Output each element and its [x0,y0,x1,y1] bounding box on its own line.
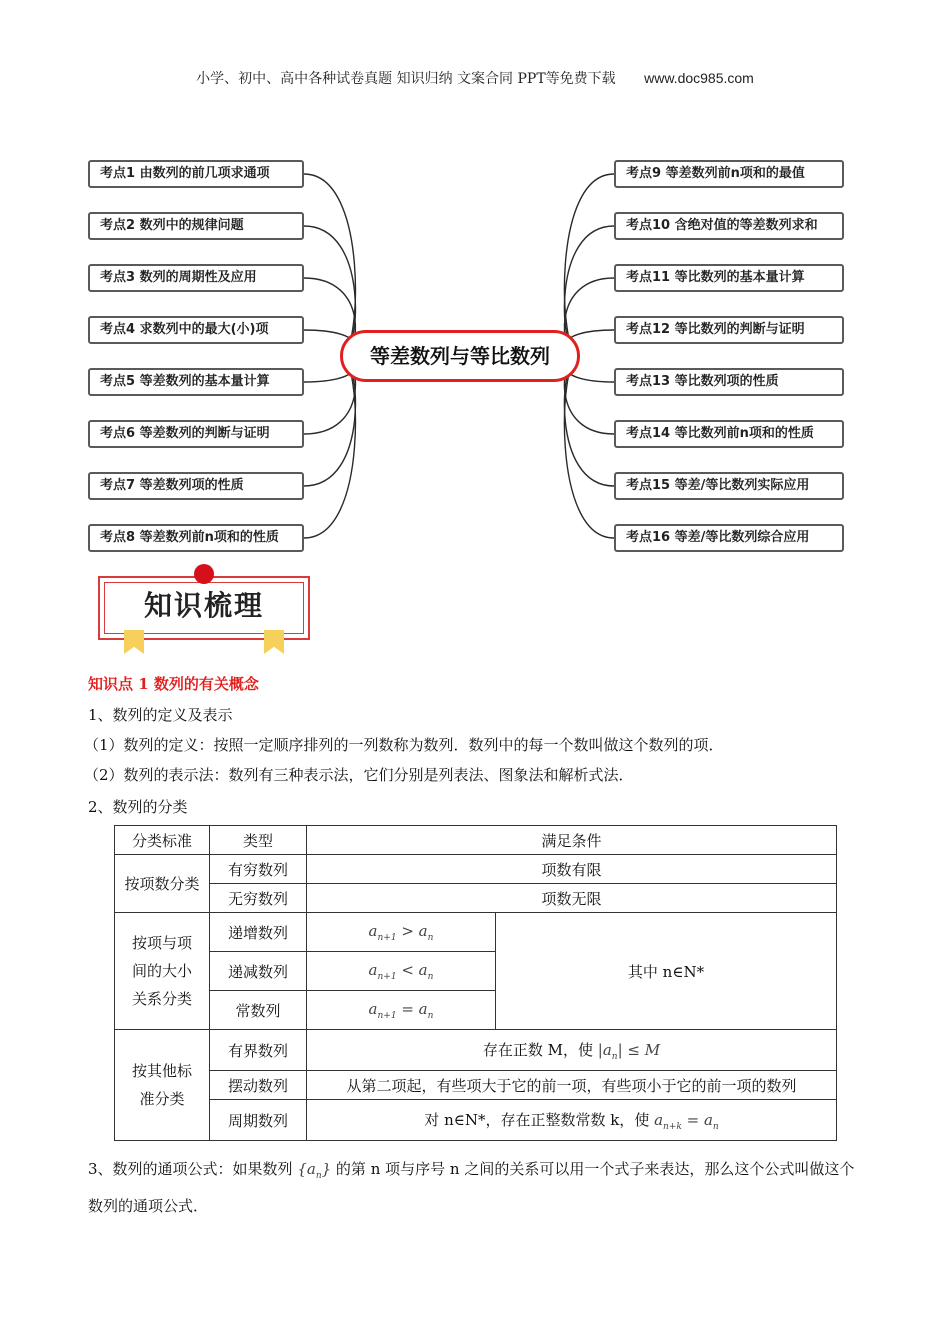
type-cell: 递减数列 [210,952,307,991]
badge-dot-icon [194,564,214,584]
mindmap-node-left-7: 考点7 等差数列项的性质 [88,472,304,500]
table-row [115,1071,837,1100]
mindmap-node-right-8: 考点16 等差/等比数列综合应用 [614,524,844,552]
representation-text: （2）数列的表示法：数列有三种表示法，它们分别是列表法、图象法和解析式法． [84,766,634,784]
formula-intro: 3、数列的通项公式：如果数列 [88,1160,293,1178]
periodic-condition-text: 对 n∈N*，存在正整数常数 k，使 [424,1110,650,1129]
classification-table [114,825,837,1141]
badge-title: 知识梳理 [143,589,264,622]
condition-cell: 对 n∈N*，存在正整数常数 k，使 $a_{n+k} = a_n$ [307,1100,837,1141]
connector-right-8 [564,356,614,538]
mindmap-node-left-2: 考点2 数列中的规律问题 [88,212,304,240]
mindmap-node-right-3: 考点11 等比数列的基本量计算 [614,264,844,292]
header-site: www.doc985.com [644,70,754,86]
connector-left-1 [304,174,355,356]
type-cell: 摆动数列 [210,1071,307,1100]
mindmap-node-left-6: 考点6 等差数列的判断与证明 [88,420,304,448]
table-header: 类型 [210,826,307,855]
mindmap-node-right-2: 考点10 含绝对值的等差数列求和 [614,212,844,240]
table-header: 满足条件 [307,826,837,855]
connector-left-8 [304,356,355,538]
condition-cell: 项数无限 [307,884,837,913]
mindmap-node-left-4: 考点4 求数列中的最大(小)项 [88,316,304,344]
table-header-row [115,826,837,855]
condition-formula: $a_{n+1} < a_n$ [307,952,496,991]
connector-right-1 [564,174,614,356]
formula-definition: 的第 n 项与序号 n 之间的关系可以用一个式子来表达，那么这个公式叫做这个数列的通项公式． [88,1160,855,1215]
mindmap-center: 等差数列与等比数列 [340,330,580,382]
mindmap-node-left-8: 考点8 等差数列前n项和的性质 [88,524,304,552]
type-cell: 有界数列 [210,1030,307,1071]
mindmap-node-left-3: 考点3 数列的周期性及应用 [88,264,304,292]
table-row [115,1100,837,1141]
mindmap-node-right-4: 考点12 等比数列的判断与证明 [614,316,844,344]
knowledge-point-title: 知识点 1 数列的有关概念 [88,675,259,693]
definition-text: （1）数列的定义：按照一定顺序排列的一列数称为数列．数列中的每一个数叫做这个数列的项． [84,736,724,754]
condition-formula: $a_{n+1} > a_n$ [307,913,496,952]
mindmap-node-right-6: 考点14 等比数列前n项和的性质 [614,420,844,448]
ribbon-right-icon [264,630,284,654]
condition-cell: 从第二项起，有些项大于它的前一项，有些项小于它的前一项的数列 [307,1071,837,1100]
type-cell: 周期数列 [210,1100,307,1141]
table-row [115,884,837,913]
type-cell: 有穷数列 [210,855,307,884]
type-cell: 无穷数列 [210,884,307,913]
mindmap-node-right-7: 考点15 等差/等比数列实际应用 [614,472,844,500]
group-by-size: 按项与项间的大小关系分类 [115,913,210,1030]
section-1-heading: 1、数列的定义及表示 [88,706,233,724]
mindmap-node-left-1: 考点1 由数列的前几项求通项 [88,160,304,188]
condition-cell: 存在正数 M，使 $|a_n| \le M$ [307,1030,837,1071]
table-row [115,913,837,952]
section-2-heading: 2、数列的分类 [88,798,188,816]
group-by-count: 按项数分类 [115,855,210,913]
table-row [115,855,837,884]
table-header: 分类标准 [115,826,210,855]
mindmap-node-right-5: 考点13 等比数列项的性质 [614,368,844,396]
table-row [115,1030,837,1071]
ribbon-left-icon [124,630,144,654]
group-by-other: 按其他标准分类 [115,1030,210,1141]
type-cell: 递增数列 [210,913,307,952]
type-cell: 常数列 [210,991,307,1030]
mindmap-node-right-1: 考点9 等差数列前n项和的最值 [614,160,844,188]
group-condition: 其中 n∈N* [496,913,837,1030]
section-badge [98,564,310,656]
bounded-condition-text: 存在正数 M，使 [482,1040,594,1059]
section-3-paragraph: 3、数列的通项公式：如果数列 $\{a_n\}$ 的第 n 项与序号 n 之间的关系可以用一个式子来表达，那么这个公式叫做这个数列的通项公式． [88,1160,855,1215]
mindmap-node-left-5: 考点5 等差数列的基本量计算 [88,368,304,396]
condition-cell: 项数有限 [307,855,837,884]
header-text: 小学、初中、高中各种试卷真题 知识归纳 文案合同 PPT等免费下载 [196,71,616,87]
condition-formula: $a_{n+1} = a_n$ [307,991,496,1030]
